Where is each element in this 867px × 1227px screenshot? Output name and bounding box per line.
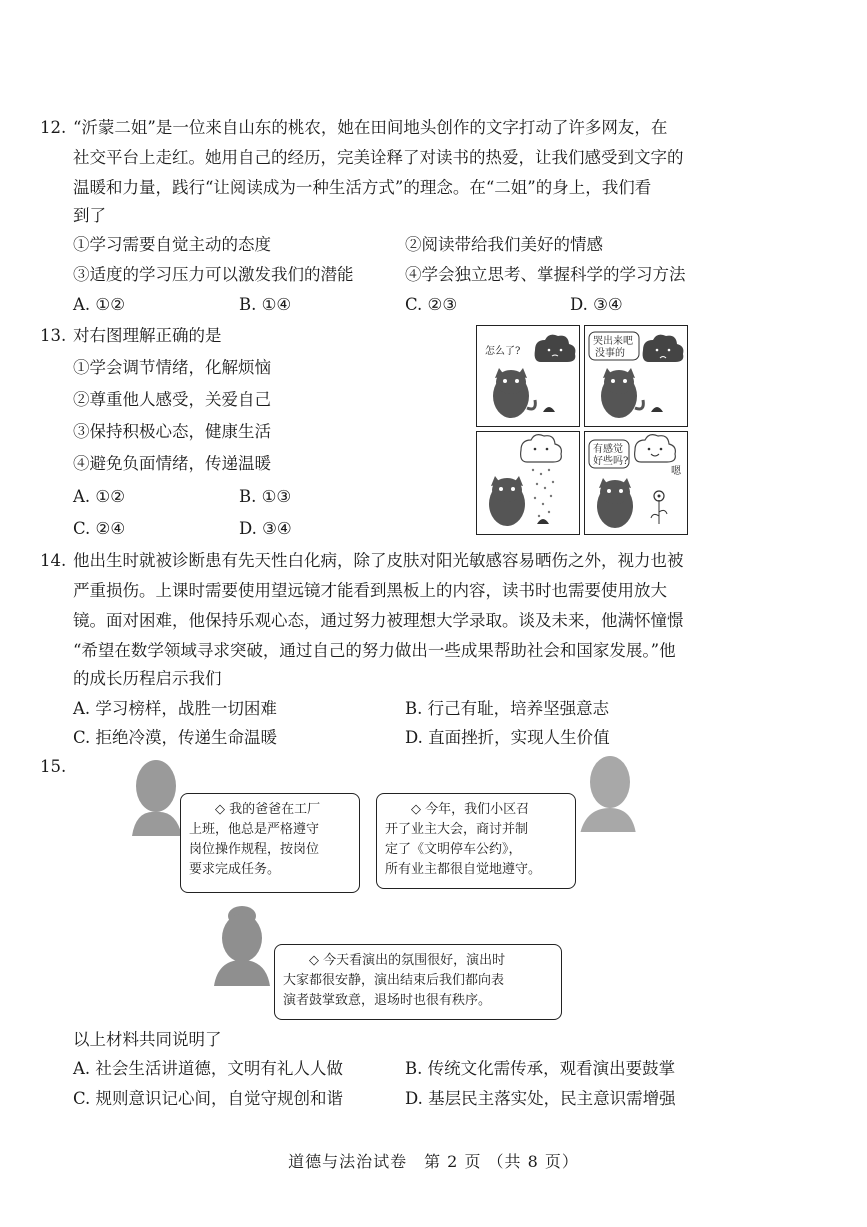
cloud-crying-illustration	[477, 432, 579, 534]
comic-panel-4-reply: 嗯	[671, 466, 681, 477]
person-silhouette-right	[574, 752, 644, 832]
q13-item-1: ①学会调节情绪，化解烦恼	[73, 358, 271, 377]
q15-speech-bubble-1	[180, 793, 360, 893]
comic-panel-2-speech-line-1: 哭出来吧	[593, 336, 633, 347]
q13-stem: 对右图理解正确的是	[73, 326, 222, 345]
q14-stem-line-4: “希望在数学领域寻求突破，通过自己的努力做出一些成果帮助社会和国家发展。”他	[73, 641, 676, 660]
bubble-1-line-2: 上班，他总是严格遵守	[189, 822, 320, 837]
q12-number: 12.	[40, 118, 67, 137]
q12-stem-line-2: 社交平台上走红。她用自己的经历，完美诠释了对读书的热爱，让我们感受到文字的	[73, 148, 684, 167]
q12-option-b[interactable]: B. ①④	[239, 295, 292, 314]
q13-option-c[interactable]: C. ②④	[73, 519, 126, 538]
comic-panel-1	[476, 325, 580, 427]
q14-stem-line-1: 他出生时就被诊断患有先天性白化病，除了皮肤对阳光敏感容易晒伤之外，视力也被	[73, 551, 684, 570]
q12-stem-line-1: “沂蒙二姐”是一位来自山东的桃农，她在田间地头创作的文字打动了许多网友，在	[73, 118, 668, 137]
q12-option-c[interactable]: C. ②③	[405, 295, 458, 314]
page-footer: 道德与法治试卷 第 2 页 （共 8 页）	[288, 1152, 579, 1171]
q14-stem-line-5: 的成长历程启示我们	[73, 669, 222, 688]
q14-option-b[interactable]: B. 行己有耻，培养坚强意志	[405, 699, 610, 718]
bubble-2-line-4: 所有业主都很自觉地遵守。	[385, 862, 542, 877]
q15-option-d[interactable]: D. 基层民主落实处，民主意识需增强	[405, 1089, 676, 1108]
bubble-1-line-1: ◇ 我的爸爸在工厂	[215, 802, 321, 817]
comic-panel-4-speech-line-2: 好些吗?	[593, 456, 629, 467]
q14-option-c[interactable]: C. 拒绝冷漠，传递生命温暖	[73, 728, 278, 747]
q12-item-2: ②阅读带给我们美好的情感	[405, 235, 603, 254]
q14-option-a[interactable]: A. 学习榜样，战胜一切困难	[73, 699, 277, 718]
q13-item-2: ②尊重他人感受，关爱自己	[73, 390, 271, 409]
q12-option-d[interactable]: D. ③④	[570, 295, 623, 314]
q15-number: 15.	[40, 757, 67, 776]
comic-panel-2	[584, 325, 688, 427]
bubble-2-line-1: ◇ 今年，我们小区召	[411, 802, 530, 817]
q14-number: 14.	[40, 551, 67, 570]
q12-stem-line-4: 到了	[73, 206, 106, 225]
q12-item-3: ③适度的学习压力可以激发我们的潜能	[73, 265, 354, 284]
q12-option-a[interactable]: A. ①②	[73, 295, 125, 314]
q13-item-4: ④避免负面情绪，传递温暖	[73, 454, 271, 473]
bubble-2-line-2: 开了业主大会，商讨并制	[385, 822, 529, 837]
q13-number: 13.	[40, 326, 67, 345]
comic-panel-2-speech-line-2: 没事的	[595, 348, 625, 359]
q14-stem-line-2: 严重损伤。上课时需要使用望远镜才能看到黑板上的内容，读书时也需要使用放大	[73, 581, 667, 600]
comic-panel-1-speech: 怎么了?	[485, 346, 521, 357]
q13-option-d[interactable]: D. ③④	[239, 519, 292, 538]
bubble-1-line-3: 岗位操作规程，按岗位	[189, 842, 320, 857]
comic-panel-4-speech-line-1: 有感觉	[593, 444, 623, 455]
q13-option-b[interactable]: B. ①③	[239, 487, 292, 506]
comic-panel-3	[476, 431, 580, 535]
q15-option-a[interactable]: A. 社会生活讲道德，文明有礼人人做	[73, 1059, 343, 1078]
q15-option-c[interactable]: C. 规则意识记心间，自觉守规创和谐	[73, 1089, 344, 1108]
q13-comic-figure	[476, 325, 688, 535]
bubble-3-line-1: ◇ 今天看演出的氛围很好，演出时	[309, 953, 506, 968]
q15-stem: 以上材料共同说明了	[73, 1030, 222, 1049]
person-silhouette-woman	[206, 902, 278, 986]
q12-item-1: ①学习需要自觉主动的态度	[73, 235, 271, 254]
cloud-smiling-flower-illustration	[585, 432, 687, 534]
q15-option-b[interactable]: B. 传统文化需传承，观看演出要鼓掌	[405, 1059, 676, 1078]
comic-panel-4	[584, 431, 688, 535]
q15-speech-bubble-3	[274, 944, 562, 1020]
cat-comforting-illustration	[585, 326, 687, 426]
q12-item-4: ④学会独立思考、掌握科学的学习方法	[405, 265, 686, 284]
q13-item-3: ③保持积极心态，健康生活	[73, 422, 271, 441]
bubble-3-line-3: 演者鼓掌致意，退场时也很有秩序。	[283, 993, 492, 1008]
bubble-1-line-4: 要求完成任务。	[189, 862, 281, 877]
bubble-3-line-2: 大家都很安静，演出结束后我们都向表	[283, 973, 505, 988]
cat-with-cloud-illustration	[477, 326, 579, 426]
q12-stem-line-3: 温暖和力量，践行“让阅读成为一种生活方式”的理念。在“二姐”的身上，我们看	[73, 178, 652, 197]
q13-option-a[interactable]: A. ①②	[73, 487, 125, 506]
q14-stem-line-3: 镜。面对困难，他保持乐观心态，通过努力被理想大学录取。谈及未来，他满怀憧憬	[73, 611, 684, 630]
q15-speech-bubble-2	[376, 793, 576, 889]
bubble-2-line-3: 定了《文明停车公约》，	[385, 842, 522, 857]
q14-option-d[interactable]: D. 直面挫折，实现人生价值	[405, 728, 610, 747]
